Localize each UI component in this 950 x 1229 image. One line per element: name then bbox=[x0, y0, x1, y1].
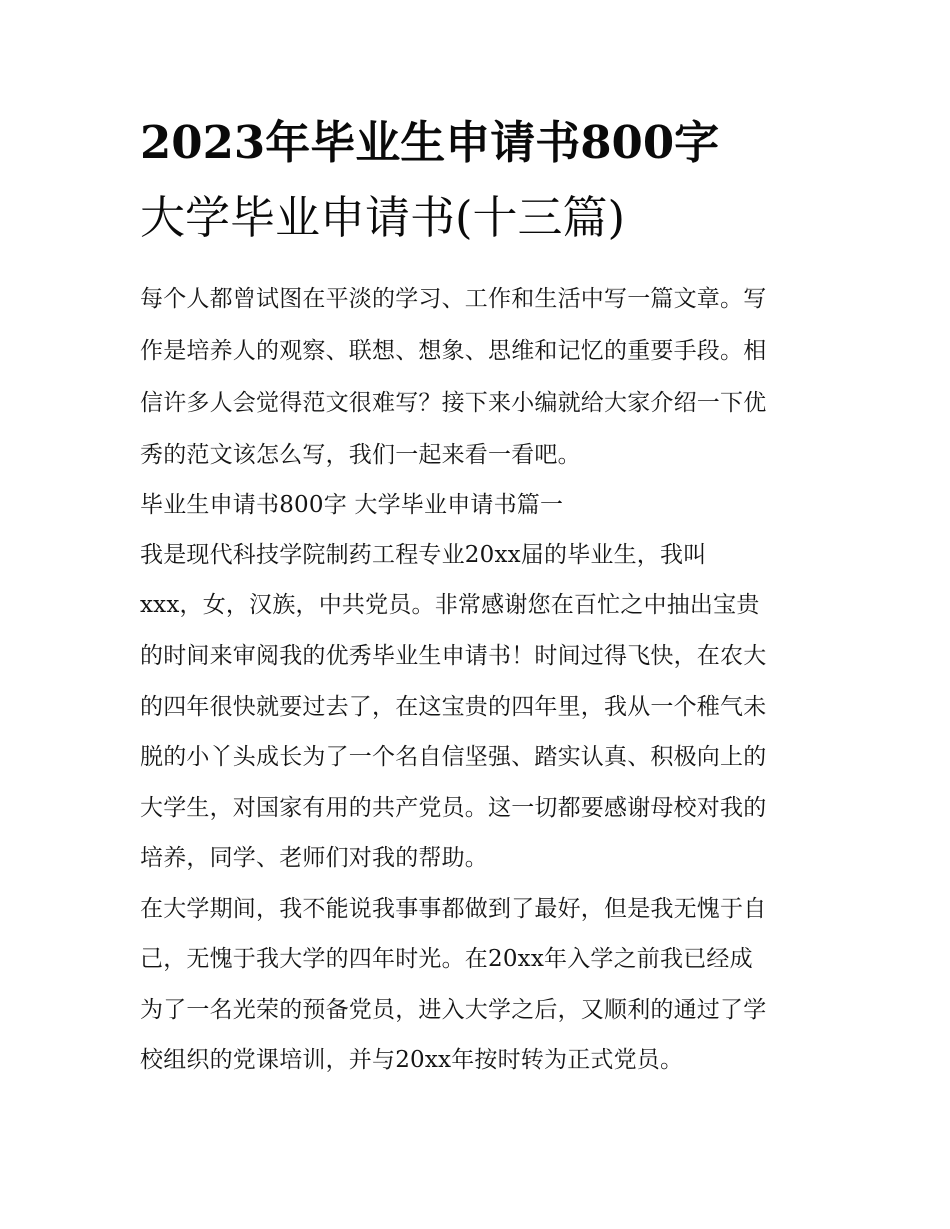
intro-paragraph-line-2: 作是培养人的观察、联想、想象、思维和记忆的重要手段。相 bbox=[140, 338, 767, 364]
section-heading: 毕业生申请书800字 大学毕业申请书篇一 bbox=[140, 492, 564, 518]
intro-paragraph-line-4: 秀的范文该怎么写，我们一起来看一看吧。 bbox=[140, 442, 581, 468]
intro-paragraph-line-1: 每个人都曾试图在平淡的学习、工作和生活中写一篇文章。写 bbox=[140, 286, 767, 312]
body-paragraph-2-line-3: 为了一名光荣的预备党员，进入大学之后，又顺利的通过了学 bbox=[140, 997, 767, 1023]
body-paragraph-1-line-1: 我是现代科技学院制药工程专业20xx届的毕业生，我叫 bbox=[140, 542, 707, 568]
body-paragraph-1-line-7: 培养，同学、老师们对我的帮助。 bbox=[140, 845, 488, 871]
body-paragraph-2-line-2: 己，无愧于我大学的四年时光。在20xx年入学之前我已经成 bbox=[140, 946, 753, 972]
body-paragraph-1-line-2: xxx，女，汉族，中共党员。非常感谢您在百忙之中抽出宝贵 bbox=[140, 592, 760, 618]
body-paragraph-1-line-5: 脱的小丫头成长为了一个名自信坚强、踏实认真、积极向上的 bbox=[140, 744, 767, 770]
intro-paragraph-line-3: 信许多人会觉得范文很难写？接下来小编就给大家介绍一下优 bbox=[140, 390, 767, 416]
document-title-line-2: 大学毕业申请书(十三篇) bbox=[140, 191, 626, 244]
body-paragraph-1-line-6: 大学生，对国家有用的共产党员。这一切都要感谢母校对我的 bbox=[140, 795, 767, 821]
body-paragraph-1-line-3: 的时间来审阅我的优秀毕业生申请书！时间过得飞快，在农大 bbox=[140, 643, 767, 669]
body-paragraph-1-line-4: 的四年很快就要过去了，在这宝贵的四年里，我从一个稚气未 bbox=[140, 694, 767, 720]
body-paragraph-2-line-1: 在大学期间，我不能说我事事都做到了最好，但是我无愧于自 bbox=[140, 896, 767, 922]
body-paragraph-2-line-4: 校组织的党课培训，并与20xx年按时转为正式党员。 bbox=[140, 1047, 684, 1073]
document-title-line-1: 2023年毕业生申请书800字 bbox=[140, 116, 720, 169]
